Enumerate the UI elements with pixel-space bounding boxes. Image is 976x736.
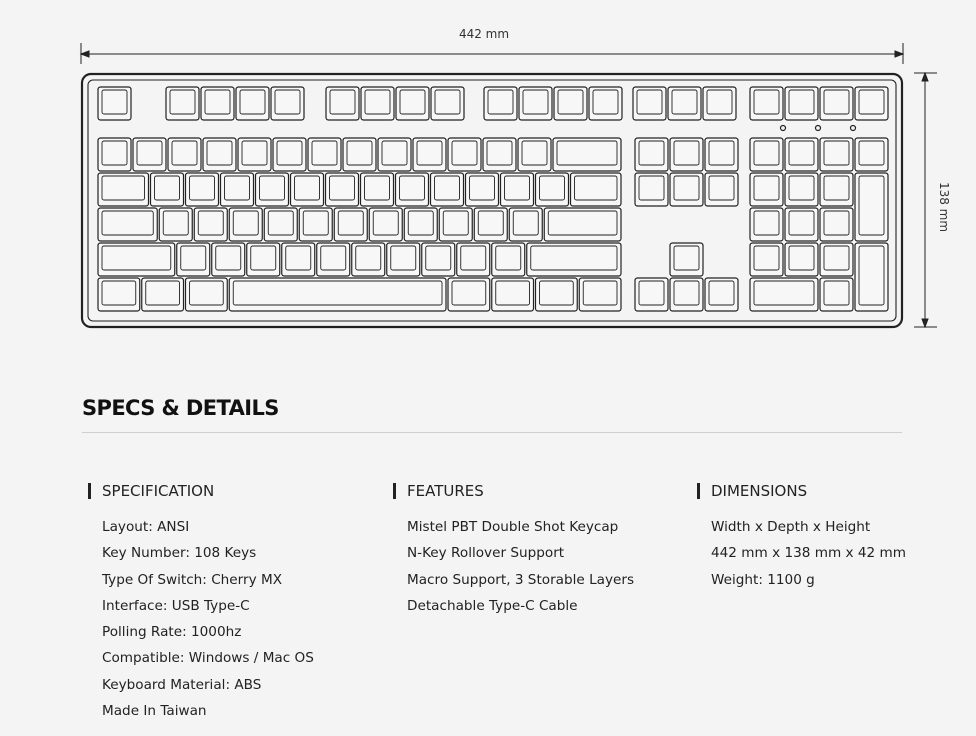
- key-shift-row-4: [282, 243, 315, 276]
- specification-column: [88, 481, 314, 724]
- height-label: 138 mm: [937, 181, 951, 233]
- key-tab-row-9: [431, 173, 464, 206]
- specification-heading-label: SPECIFICATION: [102, 482, 215, 500]
- key-nav-1-1: [670, 173, 703, 206]
- key-caps-row-10: [474, 208, 507, 241]
- dimension-item-weight: Weight: 1100 g: [711, 571, 815, 588]
- key-tab-row-0: [98, 173, 149, 206]
- key-pad-enter: [855, 243, 888, 311]
- key-num-row-8: [378, 138, 411, 171]
- dimension-item-size: 442 mm x 138 mm x 42 mm: [711, 545, 906, 562]
- key-pad-3-2: [820, 243, 853, 276]
- spec-item-material: Keyboard Material: ABS: [102, 676, 262, 693]
- key-caps-row-8: [404, 208, 437, 241]
- key-tab-row-11: [501, 173, 534, 206]
- key-bottom-row-3: [229, 278, 446, 311]
- key-f-0-1: [201, 87, 234, 120]
- key-f-4-0: [750, 87, 783, 120]
- heading-bar: [88, 483, 91, 499]
- height-dimension-line: [914, 73, 937, 327]
- key-tab-row-6: [326, 173, 359, 206]
- feature-item-cable: Detachable Type-C Cable: [407, 597, 578, 614]
- key-f-3-0: [633, 87, 666, 120]
- heading-bar: [697, 483, 700, 499]
- features-heading: [393, 481, 634, 501]
- key-pad-3-1: [785, 243, 818, 276]
- key-num-row-5: [273, 138, 306, 171]
- key-nav-0-0: [635, 138, 668, 171]
- key-pad-1-1: [785, 173, 818, 206]
- key-num-row-6: [308, 138, 341, 171]
- key-pad-2-1: [785, 208, 818, 241]
- key-nav-1-2: [705, 173, 738, 206]
- key-arrow-0: [635, 278, 668, 311]
- key-f-2-3: [589, 87, 622, 120]
- section-title: SPECS & DETAILS: [82, 396, 279, 420]
- spec-item-layout: Layout: ANSI: [102, 519, 190, 535]
- key-pad-0-0: [750, 138, 783, 171]
- key-tab-row-8: [396, 173, 429, 206]
- key-caps-row-2: [194, 208, 227, 241]
- key-num-row-9: [413, 138, 446, 171]
- key-shift-row-0: [98, 243, 175, 276]
- key-num-row-11: [483, 138, 516, 171]
- key-arrow-up: [670, 243, 703, 276]
- key-shift-row-5: [317, 243, 350, 276]
- key-num-row-13: [553, 138, 621, 171]
- key-tab-row-2: [186, 173, 219, 206]
- key-tab-row-10: [466, 173, 499, 206]
- spec-item-key-number: Key Number: 108 Keys: [102, 545, 257, 562]
- key-shift-row-8: [422, 243, 455, 276]
- key-esc: [98, 87, 131, 120]
- key-shift-row-11: [527, 243, 621, 276]
- key-caps-row-4: [264, 208, 297, 241]
- key-caps-row-5: [299, 208, 332, 241]
- specification-heading: [88, 481, 314, 501]
- key-bottom-row-5: [492, 278, 534, 311]
- specification-list: [102, 514, 314, 724]
- key-f-4-2: [820, 87, 853, 120]
- key-tab-row-1: [151, 173, 184, 206]
- key-num-row-4: [238, 138, 271, 171]
- key-pad-plus: [855, 173, 888, 241]
- key-pad-0-2: [820, 138, 853, 171]
- width-label: 442 mm: [458, 27, 510, 41]
- heading-bar: [393, 483, 396, 499]
- dimension-item-axes: Width x Depth x Height: [711, 519, 871, 535]
- key-num-row-10: [448, 138, 481, 171]
- features-column: [393, 481, 634, 619]
- key-nav-0-2: [705, 138, 738, 171]
- dimensions-heading-label: DIMENSIONS: [711, 482, 808, 500]
- key-shift-row-6: [352, 243, 385, 276]
- key-tab-row-12: [536, 173, 569, 206]
- key-bottom-row-7: [579, 278, 621, 311]
- spec-item-origin: Made In Taiwan: [102, 703, 207, 720]
- key-f-4-3: [855, 87, 888, 120]
- key-bottom-row-4: [448, 278, 490, 311]
- key-num-row-0: [98, 138, 131, 171]
- dimensions-heading: [697, 481, 906, 501]
- key-f-1-1: [361, 87, 394, 120]
- key-f-3-1: [668, 87, 701, 120]
- key-pad-3-0: [750, 243, 783, 276]
- key-f-1-2: [396, 87, 429, 120]
- key-tab-row-4: [256, 173, 289, 206]
- key-tab-row-7: [361, 173, 394, 206]
- feature-item-keycap: Mistel PBT Double Shot Keycap: [407, 519, 619, 535]
- width-dimension-line: [81, 43, 903, 64]
- key-bottom-row-6: [536, 278, 578, 311]
- key-f-2-0: [484, 87, 517, 120]
- dimensions-column: [697, 481, 906, 593]
- key-num-row-2: [168, 138, 201, 171]
- key-pad-2-0: [750, 208, 783, 241]
- key-shift-row-1: [177, 243, 210, 276]
- key-bottom-row-1: [142, 278, 184, 311]
- key-caps-row-3: [229, 208, 262, 241]
- key-shift-row-2: [212, 243, 245, 276]
- key-f-1-3: [431, 87, 464, 120]
- key-pad-2-2: [820, 208, 853, 241]
- key-f-0-3: [271, 87, 304, 120]
- spec-item-polling-rate: Polling Rate: 1000hz: [102, 624, 242, 641]
- key-shift-row-3: [247, 243, 280, 276]
- dimensions-list: [711, 514, 906, 593]
- spec-item-interface: Interface: USB Type-C: [102, 597, 250, 614]
- feature-item-rollover: N-Key Rollover Support: [407, 545, 565, 562]
- key-nav-0-1: [670, 138, 703, 171]
- features-heading-label: FEATURES: [407, 482, 484, 500]
- key-tab-row-5: [291, 173, 324, 206]
- key-f-1-0: [326, 87, 359, 120]
- key-f-2-2: [554, 87, 587, 120]
- key-bottom-row-2: [186, 278, 228, 311]
- key-shift-row-10: [492, 243, 525, 276]
- key-caps-row-1: [159, 208, 192, 241]
- key-f-3-2: [703, 87, 736, 120]
- key-pad-1-0: [750, 173, 783, 206]
- section-divider: [82, 432, 902, 433]
- key-arrow-1: [670, 278, 703, 311]
- key-caps-row-0: [98, 208, 157, 241]
- keyboard-dimension-diagram: [0, 0, 976, 340]
- key-caps-row-11: [509, 208, 542, 241]
- key-caps-row-9: [439, 208, 472, 241]
- key-pad-dot: [820, 278, 853, 311]
- key-pad-0-1: [785, 138, 818, 171]
- key-f-0-0: [166, 87, 199, 120]
- key-bottom-row-0: [98, 278, 140, 311]
- key-nav-1-0: [635, 173, 668, 206]
- features-list: [407, 514, 634, 619]
- key-shift-row-7: [387, 243, 420, 276]
- key-f-2-1: [519, 87, 552, 120]
- key-num-row-7: [343, 138, 376, 171]
- key-f-4-1: [785, 87, 818, 120]
- spec-item-switch: Type Of Switch: Cherry MX: [102, 571, 283, 588]
- key-num-row-12: [518, 138, 551, 171]
- key-caps-row-6: [334, 208, 367, 241]
- key-pad-zero: [750, 278, 818, 311]
- key-caps-row-7: [369, 208, 402, 241]
- key-num-row-1: [133, 138, 166, 171]
- key-shift-row-9: [457, 243, 490, 276]
- key-caps-row-12: [544, 208, 621, 241]
- key-tab-row-3: [221, 173, 254, 206]
- spec-item-compatible: Compatible: Windows / Mac OS: [102, 650, 314, 667]
- key-tab-row-13: [571, 173, 622, 206]
- key-num-row-3: [203, 138, 236, 171]
- key-pad-0-3: [855, 138, 888, 171]
- feature-item-macro: Macro Support, 3 Storable Layers: [407, 571, 635, 588]
- key-pad-1-2: [820, 173, 853, 206]
- key-f-0-2: [236, 87, 269, 120]
- key-arrow-2: [705, 278, 738, 311]
